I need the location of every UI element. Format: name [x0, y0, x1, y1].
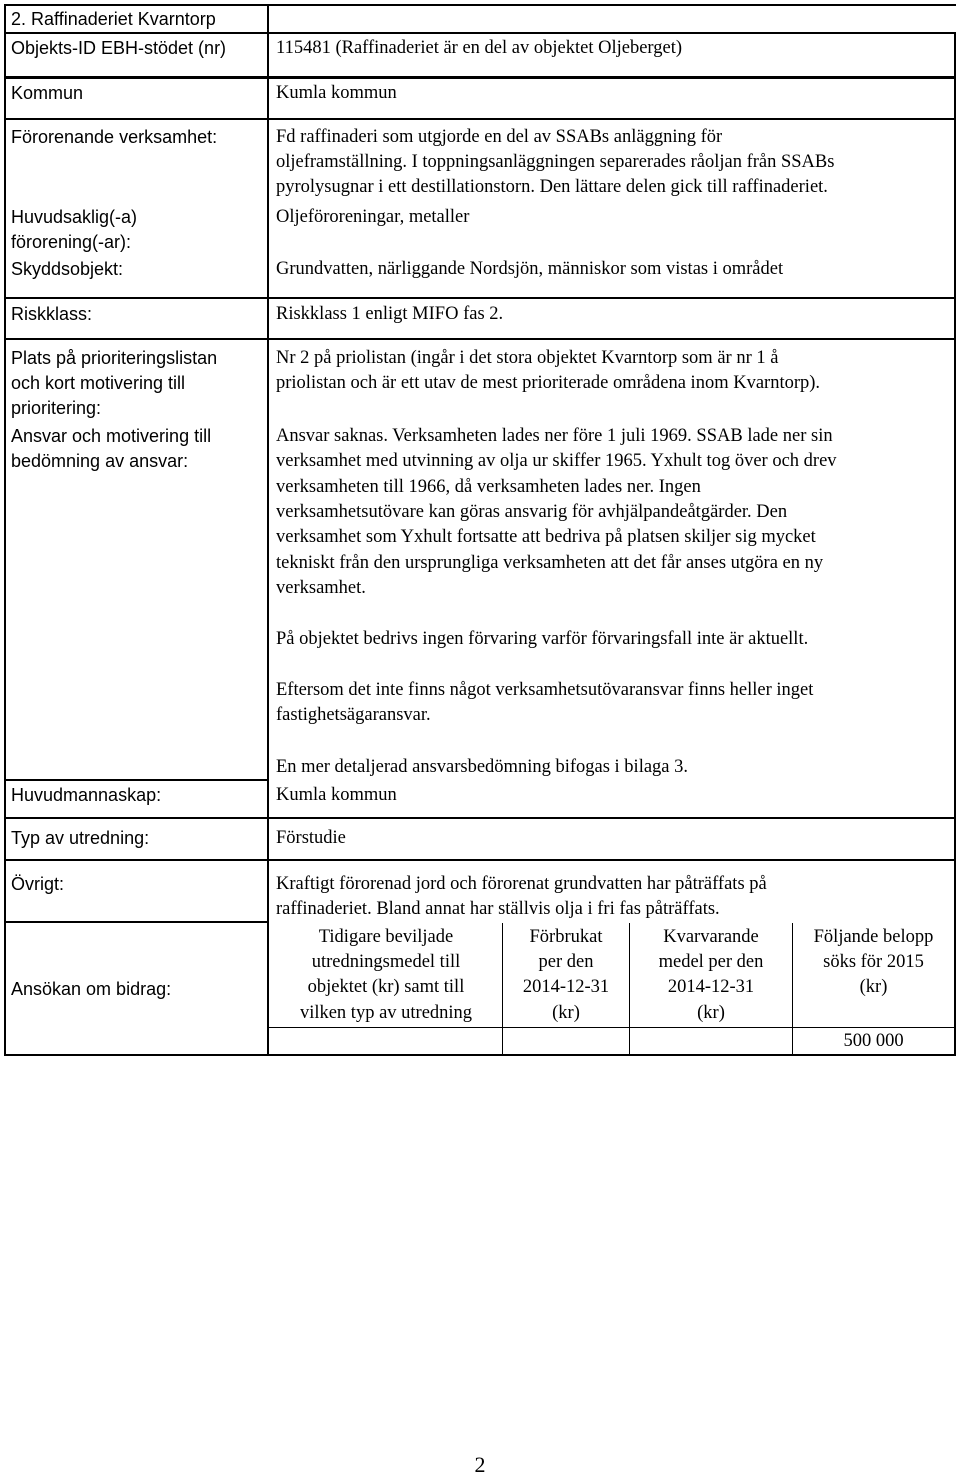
ansokan-col2-header: (kr) — [552, 1003, 580, 1023]
ansokan-col1-header: Tidigare beviljade — [318, 927, 454, 947]
skyddsobjekt-value: Grundvatten, närliggande Nordsjön, människor som vistas i området — [276, 259, 784, 279]
ansokan-col2-header: per den — [538, 952, 594, 972]
fororening-value: Oljeföroreningar, metaller — [276, 207, 470, 227]
prioritering-label: och kort motivering till — [11, 373, 186, 393]
ansokan-col2-header: Förbrukat — [529, 927, 603, 947]
ovrigt-line: Kraftigt förorenad jord och förorenat grundvatten har påträffats på — [276, 874, 767, 894]
kommun-label: Kommun — [11, 83, 84, 103]
verksamhet-label: Förorenande verksamhet: — [11, 127, 218, 147]
fororening-label: Huvudsaklig(-a) — [11, 207, 138, 227]
ansokan-col4-header: söks för 2015 — [823, 952, 924, 972]
ansvar-label: Ansvar och motivering till — [11, 426, 212, 446]
ansokan-col1-header: objektet (kr) samt till — [307, 977, 465, 997]
id-label: Objekts-ID EBH-stödet (nr) — [11, 38, 227, 58]
ansvar-line: verksamhet med utvinning av olja ur skiffer 1965. Yxhult tog över och drev — [276, 451, 837, 471]
ansvar-forvaring: På objektet bedrivs ingen förvaring varför förvaringsfall inte är aktuellt. — [276, 629, 809, 649]
riskklass-value: Riskklass 1 enligt MIFO fas 2. — [276, 304, 504, 324]
ansvar-label: bedömning av ansvar: — [11, 451, 189, 471]
ansokan-col3-header: medel per den — [658, 952, 764, 972]
ansokan-col4-header: Följande belopp — [813, 927, 934, 947]
verksamhet-line: Fd raffinaderi som utgjorde en del av SSABs anläggning för — [276, 127, 723, 147]
ansokan-label: Ansökan om bidrag: — [11, 979, 172, 999]
prioritering-line: Nr 2 på priolistan (ingår i det stora objektet Kvarntorp som är nr 1 å — [276, 348, 779, 368]
ansvar-line: verksamheten till 1966, då verksamheten lades ner. Ingen — [276, 477, 701, 497]
ansvar-fastighet: fastighetsägaransvar. — [276, 705, 431, 725]
ansokan-col2-header: 2014-12-31 — [522, 977, 610, 997]
ansvar-line: verksamhetsutövare kan göras ansvarig för avhjälpandeåtgärder. Den — [276, 502, 788, 522]
prioritering-label: prioritering: — [11, 398, 102, 418]
ansokan-col3-header: (kr) — [697, 1003, 725, 1023]
ansokan-col1-header: utredningsmedel till — [311, 952, 461, 972]
typ-label: Typ av utredning: — [11, 828, 150, 848]
kommun-value: Kumla kommun — [276, 83, 397, 103]
ansvar-line: tekniskt från den ursprungliga verksamheten att det får anses utgöra en ny — [276, 553, 824, 573]
prioritering-label: Plats på prioriteringslistan — [11, 348, 218, 368]
verksamhet-line: oljeframställning. I toppningsanläggningen separerades råoljan från SSABs — [276, 152, 835, 172]
riskklass-label: Riskklass: — [11, 304, 93, 324]
verksamhet-line: pyrolysugnar i ett destillationstorn. Den lättare delen gick till raffinaderiet. — [276, 177, 828, 197]
prioritering-line: priolistan och är ett utav de mest prioriterade områdena inom Kvarntorp). — [276, 373, 821, 393]
fororening-label: förorening(-ar): — [11, 232, 132, 252]
huvudmannaskap-label: Huvudmannaskap: — [11, 785, 162, 805]
typ-value: Förstudie — [276, 828, 346, 848]
ansokan-col4-header: (kr) — [859, 977, 888, 997]
ansvar-fastighet: Eftersom det inte finns något verksamhetsutövaransvar finns heller inget — [276, 680, 814, 700]
skyddsobjekt-label: Skyddsobjekt: — [11, 259, 124, 279]
ansokan-col1-header: vilken typ av utredning — [299, 1003, 473, 1023]
huvudmannaskap-value: Kumla kommun — [276, 785, 397, 805]
section-title: 2. Raffinaderiet Kvarntorp — [11, 9, 216, 29]
ansokan-col3-header: 2014-12-31 — [667, 977, 755, 997]
ansokan-col3-header: Kvarvarande — [663, 927, 759, 947]
ansvar-line: verksamhet som Yxhult fortsatte att bedriva på platsen skiljer sig mycket — [276, 527, 816, 547]
ansokan-col4-value: 500 000 — [843, 1031, 904, 1051]
id-value: 115481 (Raffinaderiet är en del av objektet Oljeberget) — [276, 38, 682, 58]
page-number: 2 — [474, 1452, 486, 1477]
ansvar-line: verksamhet. — [276, 578, 366, 598]
ovrigt-line: raffinaderiet. Bland annat har ställvis olja i fri fas påträffats. — [276, 899, 720, 919]
ansvar-bilaga: En mer detaljerad ansvarsbedömning bifogas i bilaga 3. — [276, 757, 689, 777]
ansvar-line: Ansvar saknas. Verksamheten lades ner före 1 juli 1969. SSAB lade ner sin — [276, 426, 833, 446]
ovrigt-label: Övrigt: — [11, 874, 65, 894]
